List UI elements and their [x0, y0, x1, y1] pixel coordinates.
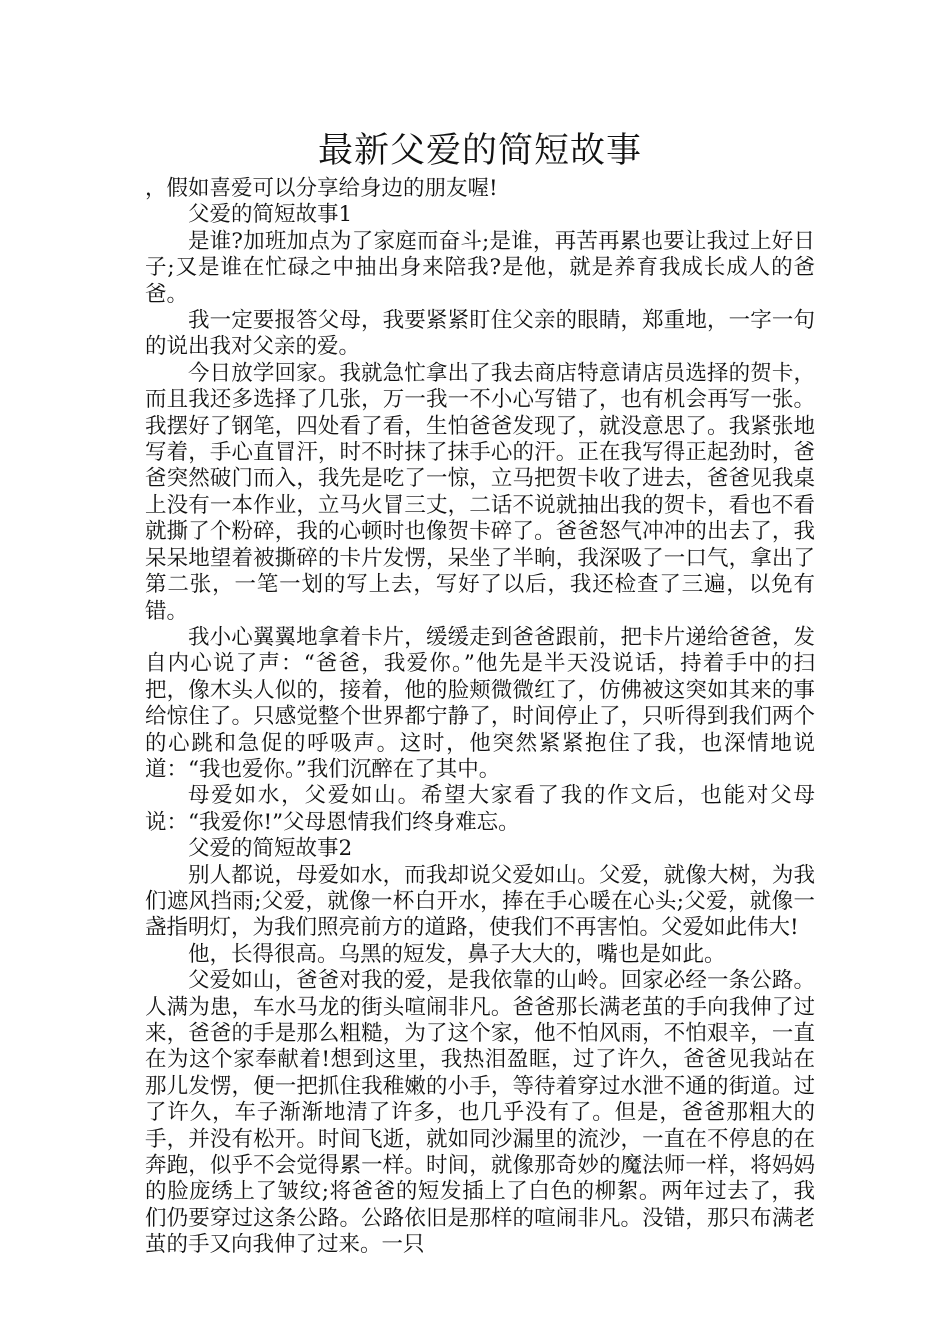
- document-body: [145, 176, 815, 1259]
- document-title: 最新父爱的简短故事: [317, 131, 642, 171]
- paragraph: 是谁?加班加点为了家庭而奋斗;是谁，再苦再累也要让我过上好日子;又是谁在忙碌之中抽出身来陪我?是他，就是养育我成长成人的爸爸。: [145, 228, 815, 307]
- paragraph: 别人都说，母爱如水，而我却说父爱如山。父爱，就像大树，为我们遮风挡雨;父爱，就像一杯白开水，捧在手心暖在心头;父爱，就像一盏指明灯，为我们照亮前方的道路，使我们不再害怕。父爱如此伟大!: [145, 862, 815, 941]
- paragraph: ，假如喜爱可以分享给身边的朋友喔!: [145, 176, 498, 201]
- document-page: [145, 128, 815, 1259]
- paragraph: 今日放学回家。我就急忙拿出了我去商店特意请店员选择的贺卡，而且我还多选择了几张，万一我一不小心写错了，也有机会再写一张。我摆好了钢笔，四处看了看，生怕爸爸发现了，就没意思了。我紧张地写着，手心直冒汗，时不时抹了抹手心的汗。正在我写得正起劲时，爸爸突然破门而入，我先是吃了一惊，立马把贺卡收了进去，爸爸见我桌上没有一本作业，立马火冒三丈，二话不说就抽出我的贺卡，看也不看就撕了个粉碎，我的心顿时也像贺卡碎了。爸爸怒气冲冲的出去了，我呆呆地望着被撕碎的卡片发愣，呆坐了半晌，我深吸了一口气，拿出了第二张，一笔一划的写上去，写好了以后，我还检查了三遍，以免有错。: [145, 360, 815, 624]
- paragraph: 他，长得很高。乌黑的短发，鼻子大大的，嘴也是如此。: [188, 941, 726, 967]
- paragraph: 母爱如水，父爱如山。希望大家看了我的作文后，也能对父母说：“我爱你!”父母恩情我们终身难忘。: [145, 783, 815, 835]
- section-heading-story-2: 父爱的简短故事2: [188, 836, 353, 862]
- paragraph: 我小心翼翼地拿着卡片，缓缓走到爸爸跟前，把卡片递给爸爸，发自内心说了声：“爸爸，我爱你。”他先是半天没说话，持着手中的扫把，像木头人似的，接着，他的脸颊微微红了，仿佛被这突如其来的事给惊住了。只感觉整个世界都宁静了，时间停止了，只听得到我们两个的心跳和急促的呼吸声。这时，他突然紧紧抱住了我，也深情地说道：“我也爱你。”我们沉醉在了其中。: [145, 624, 815, 782]
- paragraph: 我一定要报答父母，我要紧紧盯住父亲的眼睛，郑重地，一字一句的说出我对父亲的爱。: [145, 308, 815, 360]
- paragraph: 父爱如山，爸爸对我的爱，是我依靠的山岭。回家必经一条公路。人满为患，车水马龙的街头喧闹非凡。爸爸那长满老茧的手向我伸了过来，爸爸的手是那么粗糙，为了这个家，他不怕风雨，不怕艰辛，一直在为这个家奉献着!想到这里，我热泪盈眶，过了许久，爸爸见我站在那儿发愣，便一把抓住我稚嫩的小手，等待着穿过水泄不通的街道。过了许久，车子渐渐地清了许多，也几乎没有了。但是，爸爸那粗大的手，并没有松开。时间飞逝，就如同沙漏里的流沙，一直在不停息的在奔跑，似乎不会觉得累一样。时间，就像那奇妙的魔法师一样，将妈妈的脸庞绣上了皱纹;将爸爸的短发插上了白色的柳絮。两年过去了，我们仍要穿过这条公路。公路依旧是那样的喧闹非凡。没错，那只布满老茧的手又向我伸了过来。一只: [145, 968, 815, 1258]
- section-heading-story-1: 父爱的简短故事1: [188, 202, 353, 228]
